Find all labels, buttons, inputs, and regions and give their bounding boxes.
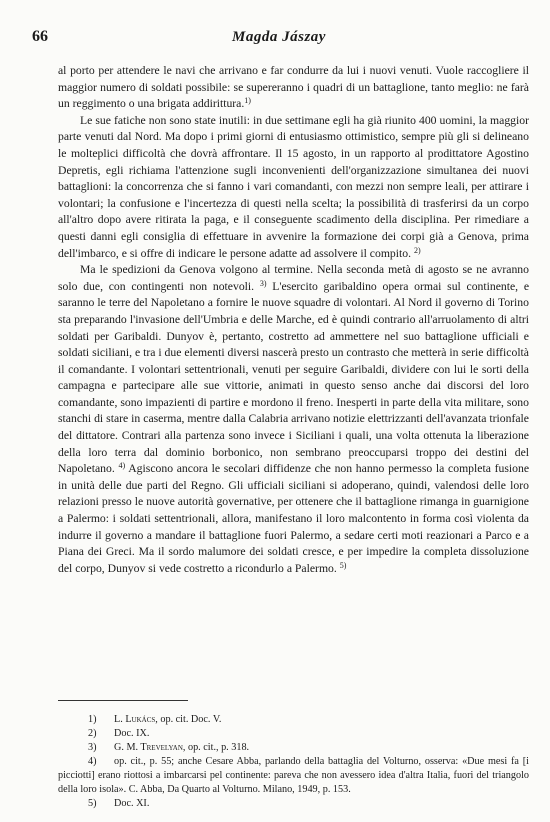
footnote-2 bbox=[58, 727, 529, 741]
footnote-text: Doc. IX. bbox=[114, 728, 150, 739]
footnote-text: , op. cit. Doc. V. bbox=[155, 714, 222, 725]
footnote-1 bbox=[58, 713, 529, 727]
paragraph-2 bbox=[58, 113, 529, 262]
footnote-num: 5) bbox=[88, 798, 97, 809]
note-ref-1[interactable]: 1) bbox=[244, 96, 251, 106]
footnote-text: , op. cit., p. 318. bbox=[182, 742, 250, 753]
note-ref-3[interactable]: 3) bbox=[259, 278, 267, 288]
footnote-num: 4) bbox=[88, 756, 97, 767]
footnote-author: G. M. Trevelyan bbox=[114, 742, 183, 753]
paragraph-1 bbox=[58, 63, 529, 113]
page-header bbox=[32, 28, 526, 52]
note-ref-2[interactable]: 2) bbox=[413, 245, 421, 255]
body-text bbox=[58, 63, 529, 577]
footnote-text: op. cit., p. 55; anche Cesare Abba, parlando della battaglia del Volturno, osserva: «Due mesi fa [i picciotti] erano riottosi a imbarcarsi pel continente: pareva che non avessero idea d'altra Italia, fuori del triangolo della loro isola». C. Abba, Da Quarto al Volturno. Milano, 1949, p. 153. bbox=[58, 756, 529, 795]
page-number: 66 bbox=[32, 28, 48, 45]
footnote-3 bbox=[58, 741, 529, 755]
paragraph-3-text-b: L'esercito garibaldino opera ormai sul continente, e saranno le terre del Napoletano a fornire le nuove squadre di volontari. Al Nord il governo di Torino sta preparando l'invasione dell'Umbria e delle Marche, ed è quindi contrario all'arruolamento di altri soldati per Garibaldi. Dunyov è, pertanto, costretto ad ammettere nel suo battaglione ufficiali e soldati siciliani, e tra i due elementi diversi nascerà presto un contrasto che metterà in serie difficoltà il comandante. I volontari settentrionali, venuti per seguire Garibaldi, dividere con lui le sorti della campagna e partecipare alle sue vittorie, animati in questo senso anche dai discorsi del loro comandante, sono impazienti di partire e mordono il freno. Inesperti in parte della vita militare, sono stanchi di stare in caserma, mentre dalla Calabria arrivano notizie elettrizzanti dell'avanzata trionfale del dittatore. Contrari alla partenza sono invece i Siciliani i quali, una volta ottenuta la liberazione della loro terra dal dominio borbonico, non sembrano preoccuparsi troppo dei destini del Napoletano. bbox=[58, 279, 530, 476]
footnote-num: 2) bbox=[88, 728, 97, 739]
footnotes bbox=[58, 713, 529, 811]
footnote-5 bbox=[58, 797, 529, 811]
footnote-author: L. Lukács bbox=[114, 714, 156, 725]
footnote-text: Doc. XI. bbox=[114, 798, 150, 809]
paragraph-2-text: Le sue fatiche non sono state inutili: in due settimane egli ha già riunito 400 uomini, la maggior parte venuti dal Nord. Ma dopo i primi giorni di entusiasmo ottimistico, sempre più gli si delineano le molteplici difficoltà che dovrà affrontare. Il 15 agosto, in un rapporto al prodittatore Agostino Depretis, egli richiama l'attenzione sugli inconvenienti dell'organizzazione simultanea dei nuovi battaglioni: la concorrenza che si fanno i vari comandanti, con mezzi non sempre leali, per attirare i volontari; la confusione e l'incertezza di questi nella scelta; la possibilità di trasferirsi da un corpo all'altro dopo avere ritirata la paga, e il conseguente scadimento della disciplina. Per rimediare a questi danni egli consiglia di effettuare in avvenire la formazione dei corpi già a Genova, prima dell'imbarco, e si offre di indicare le persone adatte ad assolvere il compito. bbox=[58, 113, 529, 260]
running-head: Magda Jászay bbox=[232, 29, 326, 45]
footnote-rule bbox=[58, 700, 188, 701]
footnote-num: 1) bbox=[88, 714, 97, 725]
footnote-4 bbox=[58, 755, 529, 797]
paragraph-3 bbox=[58, 262, 529, 577]
note-ref-5[interactable]: 5) bbox=[339, 560, 347, 570]
paragraph-1-text: al porto per attendere le navi che arrivano e far condurre da lui i nuovi venuti. Vuole raccogliere il maggior numero di soldati possibile: se supereranno i quadri di un battaglione, tanto meglio: ne farà un reggimento o una brigata addirittura. bbox=[58, 64, 529, 111]
paragraph-3-text-c: Agiscono ancora le secolari diffidenze che non hanno permesso la completa fusione in unità delle due parti del Regno. Gli ufficiali siciliani si adoperano, quindi, valendosi delle loro relazioni presso le nuove autorità governative, per ottenere che il battaglione rimanga in guarnigione a Palermo: i soldati settentrionali, allora, manifestano il loro malcontento in forma così violenta da indurre il governo a mandare il battaglione fuori Palermo, a sedare certi moti reazionari a Parco e a Piana dei Greci. Ma il sordo malumore dei soldati cresce, e per impedire la completa dissoluzione del corpo, Dunyov si vede costretto a ricondurlo a Palermo. bbox=[58, 462, 530, 575]
note-ref-4[interactable]: 4) bbox=[118, 461, 126, 471]
paragraph-3-text-a: Ma le spedizioni da Genova volgono al termine. Nella seconda metà di agosto se ne avranno solo due, con contingenti non notevoli. bbox=[58, 263, 529, 293]
footnote-num: 3) bbox=[88, 742, 97, 753]
